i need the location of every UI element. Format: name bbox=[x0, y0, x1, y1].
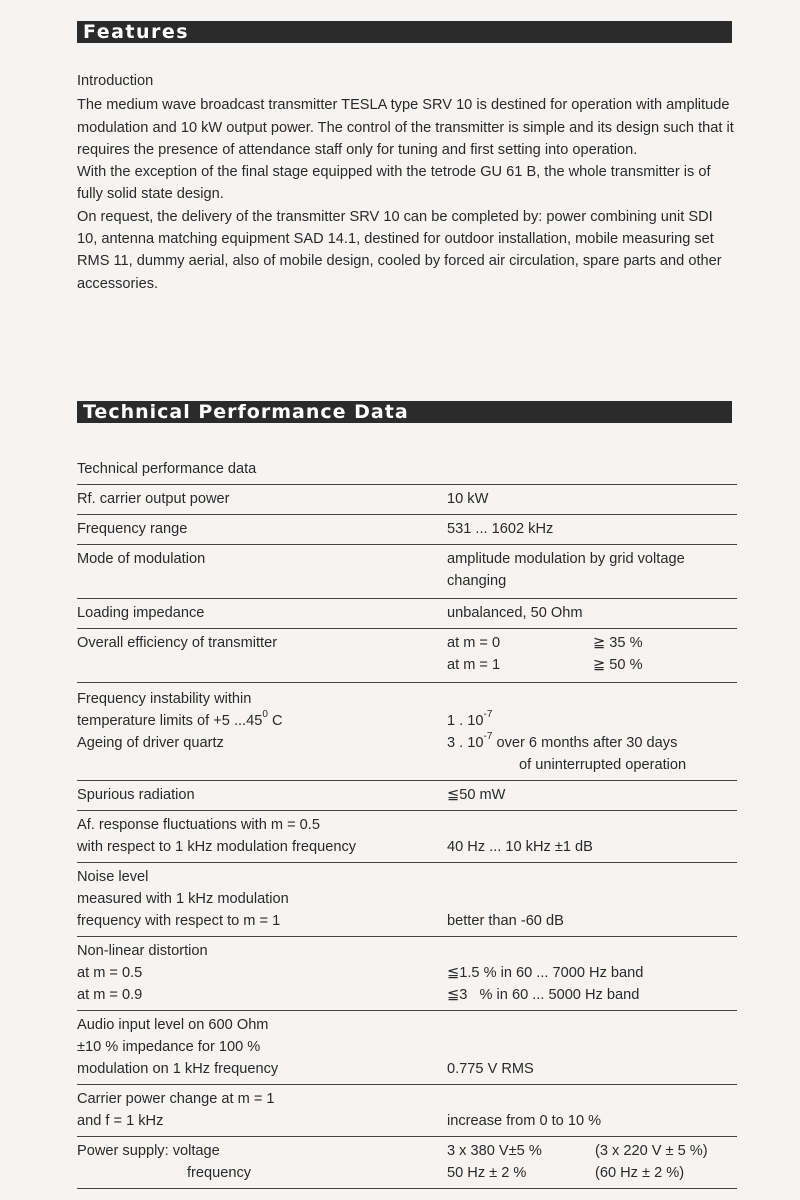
table-caption: Technical performance data bbox=[77, 461, 257, 477]
row-loading-impedance bbox=[77, 598, 737, 628]
row-label: Loading impedance bbox=[77, 605, 205, 621]
introduction-heading: Introduction bbox=[77, 73, 154, 89]
row-frequency-range bbox=[77, 514, 737, 544]
efficiency-condition: at m = 0 bbox=[447, 635, 501, 651]
row-value: increase from 0 to 10 % bbox=[447, 1113, 602, 1129]
row-carrier-power-change bbox=[77, 1084, 737, 1136]
row-value: 10 kW bbox=[447, 491, 489, 507]
row-value: 3 x 380 V±5 % (3 x 220 V ± 5 %) 50 Hz ± 2 % (60 Hz ± 2 %) bbox=[447, 1143, 708, 1181]
row-value: ≦50 mW bbox=[447, 787, 506, 803]
row-value: 531 ... 1602 kHz bbox=[447, 521, 554, 537]
row-value: better than -60 dB bbox=[447, 913, 564, 929]
row-label: Power supply: voltage frequency bbox=[77, 1143, 252, 1181]
row-label: Non-linear distortion at m = 0.5 at m = 0.9 bbox=[77, 943, 208, 1003]
row-label: Mode of modulation bbox=[77, 551, 206, 567]
row-frequency-stability bbox=[77, 682, 737, 780]
intro-paragraph-1: The medium wave broadcast transmitter TESLA type SRV 10 is destined for operation with amplitude modulation and 10 kW output power. The control of the transmitter is simple and its design such that it requires the presence of attendance staff only for tuning and first setting into operation. bbox=[77, 97, 734, 158]
row-noise-level bbox=[77, 862, 737, 936]
row-power-supply bbox=[77, 1136, 737, 1189]
efficiency-value: ≧ 35 % bbox=[593, 635, 643, 651]
row-label: Overall efficiency of transmitter bbox=[77, 635, 278, 651]
row-label: Af. response fluctuations with m = 0.5 with respect to 1 kHz modulation frequency bbox=[77, 817, 357, 855]
row-value: ≦1.5 % in 60 ... 7000 Hz band ≦3 % in 60 ... 5000 Hz band bbox=[447, 965, 644, 1003]
efficiency-condition: at m = 1 bbox=[447, 657, 501, 673]
row-af-response bbox=[77, 810, 737, 862]
row-label: Frequency instability within temperature limits of +5 ...45$^0$ C Ageing of driver quartz bbox=[77, 691, 283, 751]
row-label: Carrier power change at m = 1 and f = 1 kHz bbox=[77, 1091, 275, 1129]
row-label: Rf. carrier output power bbox=[77, 491, 230, 507]
row-efficiency bbox=[77, 628, 737, 682]
row-audio-input bbox=[77, 1010, 737, 1084]
row-label: Spurious radiation bbox=[77, 787, 195, 803]
row-value: amplitude modulation by grid voltage changing bbox=[447, 551, 685, 589]
intro-paragraph-3: On request, the delivery of the transmitter SRV 10 can be completed by: power combining unit SDI 10, antenna matching equipment SAD 14.1, destined for outdoor installation, mobile measuring set RMS 11, dummy aerial, also of mobile design, cooled by forced air circulation, spare parts and other accessories. bbox=[77, 208, 722, 292]
row-label: Noise level measured with 1 kHz modulation frequency with respect to m = 1 bbox=[77, 869, 289, 929]
row-label: Frequency range bbox=[77, 521, 188, 537]
row-value: 1 . $10^{-7}$ 3 . $10^{-7}$ over 6 months after 30 days of uninterrupted operation bbox=[447, 709, 687, 773]
row-value bbox=[447, 632, 737, 676]
row-modulation bbox=[77, 544, 737, 598]
technical-data-table bbox=[77, 458, 737, 1189]
row-value: 40 Hz ... 10 kHz ±1 dB bbox=[447, 839, 593, 855]
introduction-section bbox=[77, 70, 737, 295]
features-banner: Features bbox=[77, 21, 732, 43]
row-value: 0.775 V RMS bbox=[447, 1061, 534, 1077]
row-distortion bbox=[77, 936, 737, 1010]
row-output-power bbox=[77, 484, 737, 514]
row-spurious-radiation bbox=[77, 780, 737, 810]
row-label: Audio input level on 600 Ohm ±10 % impedance for 100 % modulation on 1 kHz frequency bbox=[77, 1017, 279, 1077]
efficiency-value: ≧ 50 % bbox=[593, 657, 643, 673]
intro-paragraph-2: With the exception of the final stage equipped with the tetrode GU 61 B, the whole transmitter is of fully solid state design. bbox=[77, 164, 711, 203]
row-value: unbalanced, 50 Ohm bbox=[447, 605, 583, 621]
technical-data-banner: Technical Performance Data bbox=[77, 401, 732, 423]
